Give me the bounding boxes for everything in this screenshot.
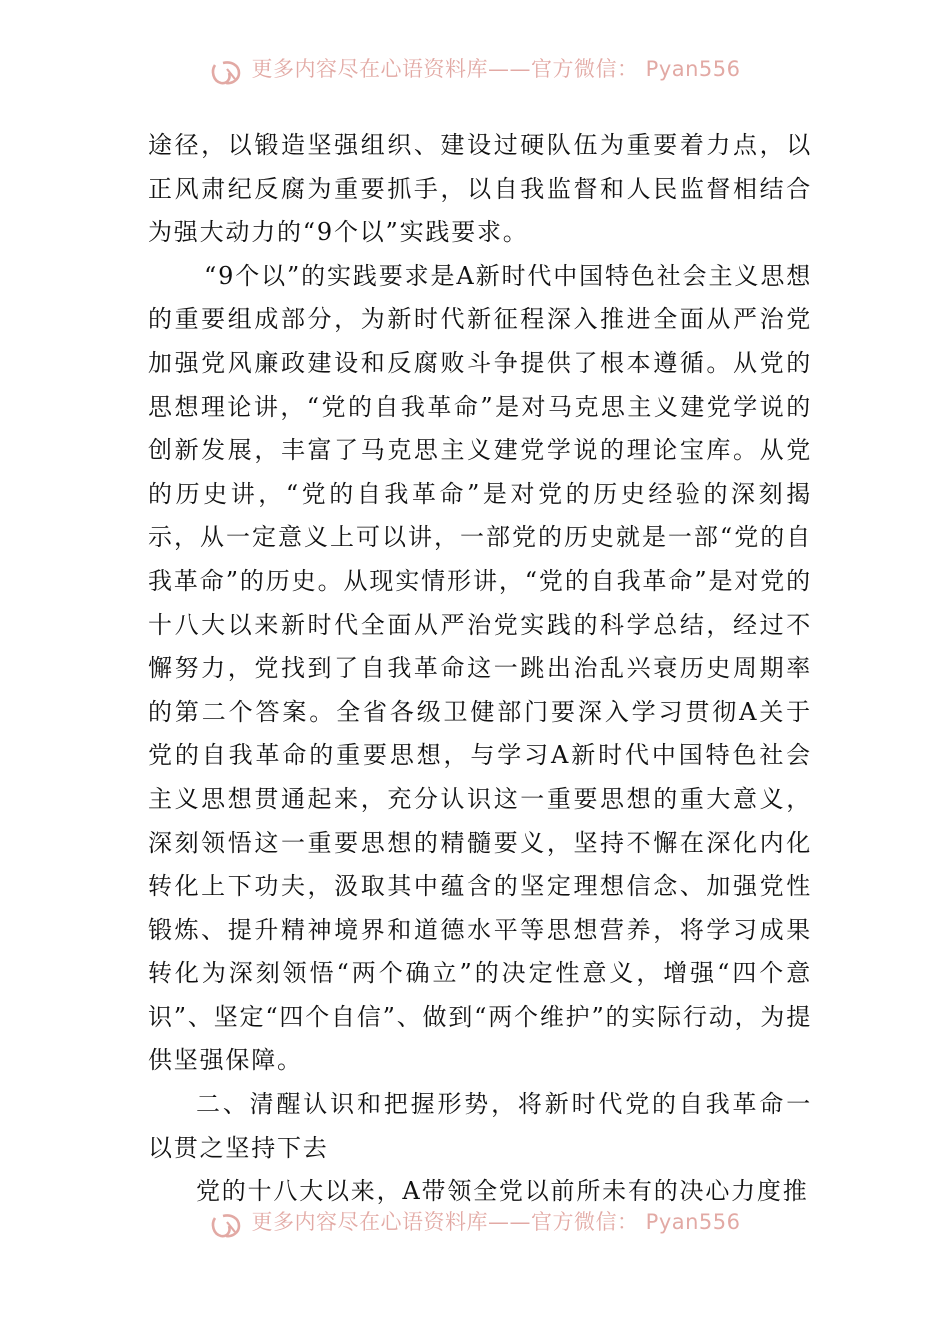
scroll-logo-icon (209, 1210, 245, 1240)
header-watermark (0, 52, 950, 92)
paragraph-practice-requirements: “9个以”的实践要求是A新时代中国特色社会主义思想的重要组成部分，为新时代新征程深入推进全面从严治党加强党风廉政建设和反腐败斗争提供了根本遵循。从党的思想理论讲，“党的自我革命”是对马克思主义建党学说的创新发展，丰富了马克思主义建党学说的理论宝库。从党的历史讲，“党的自我革命”是对党的历史经验的深刻揭示，从一定意义上可以讲，一部党的历史就是一部“党的自我革命”的历史。从现实情形讲，“党的自我革命”是对党的十八大以来新时代全面从严治党实践的科学总结，经过不懈努力，党找到了自我革命这一跳出治乱兴衰历史周期率的第二个答案。全省各级卫健部门要深入学习贯彻A关于党的自我革命的重要思想，与学习A新时代中国特色社会主义思想贯通起来，充分认识这一重要思想的重大意义，深刻领悟这一重要思想的精髓要义，坚持不懈在深化内化转化上下功夫，汲取其中蕴含的坚定理想信念、加强党性锻炼、提升精神境界和道德水平等思想营养，将学习成果转化为深刻领悟“两个确立”的决定性意义，增强“四个意识”、坚定“四个自信”、做到“两个维护”的实际行动，为提供坚强保障。 (148, 261, 812, 1075)
section-heading-two: 二、清醒认识和把握形势，将新时代党的自我革命一以贯之坚持下去 (148, 1090, 812, 1162)
footer-watermark (0, 1205, 950, 1245)
paragraph-continuation: 途径，以锻造坚强组织、建设过硬队伍为重要着力点，以正风肃纪反腐为重要抓手，以自我监督和人民监督相结合为强大动力的“9个以”实践要求。 (148, 131, 812, 247)
watermark-text: 更多内容尽在心语资料库——官方微信： Pyan556 (251, 57, 741, 81)
watermark-text: 更多内容尽在心语资料库——官方微信： Pyan556 (251, 1210, 741, 1234)
paragraph-since-18th-congress: 党的十八大以来，A带领全党以前所未有的决心力度推 (196, 1177, 809, 1206)
document-body (148, 124, 812, 1214)
scroll-logo-icon (209, 57, 245, 87)
